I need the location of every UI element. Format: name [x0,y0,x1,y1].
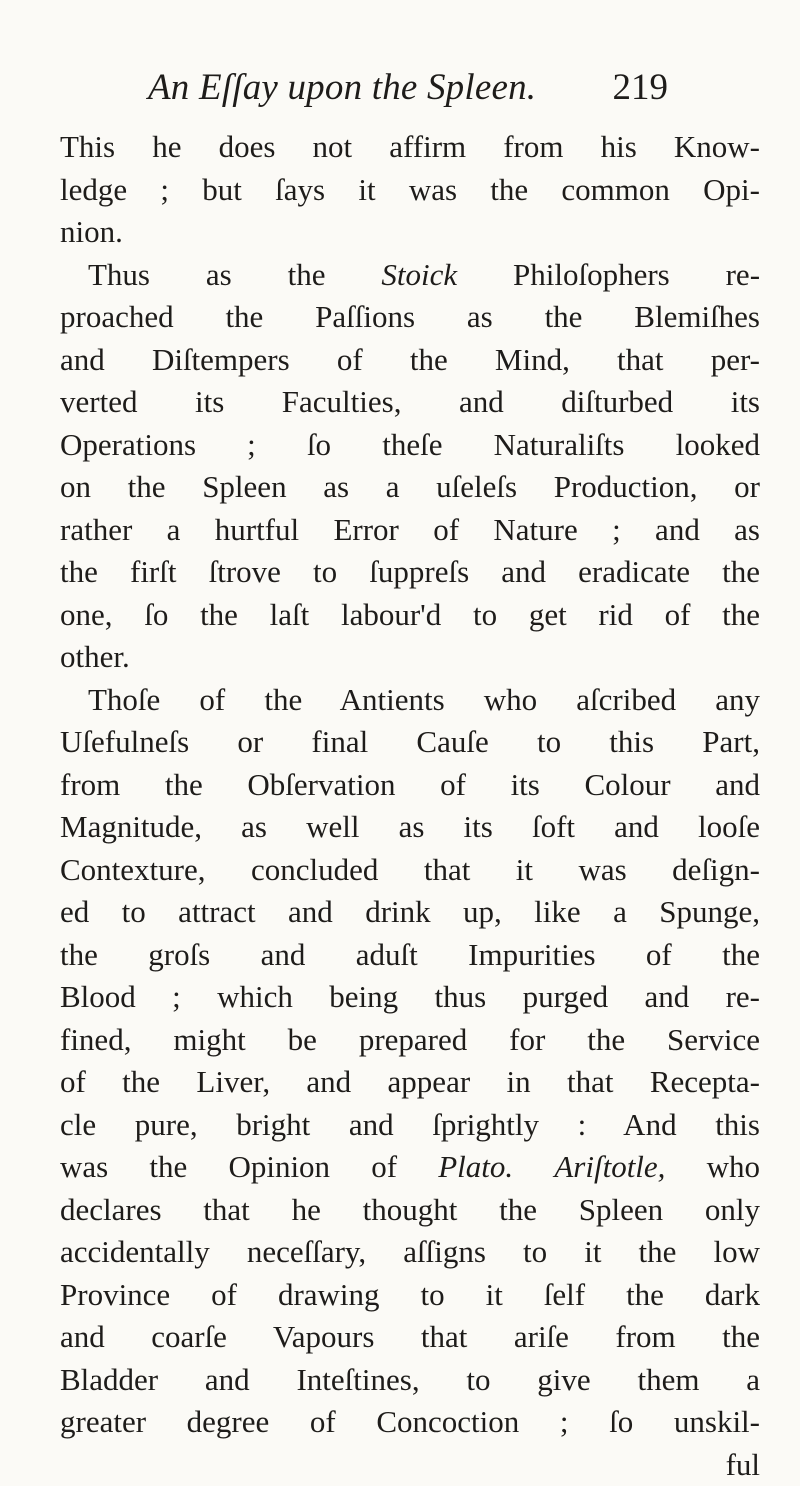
text-line: Blood ; which being thus purged and re- [60,976,760,1019]
running-title: An Eſſay upon the Spleen. [148,66,536,109]
text-line: cle pure, bright and ſprightly : And this [60,1104,760,1147]
text-line: Thoſe of the Antients who aſcribed any [60,679,760,722]
text-line: rather a hurtful Error of Nature ; and as [60,509,760,552]
text-line: Uſefulneſs or final Cauſe to this Part, [60,721,760,764]
italic-term: Plato. [438,1149,513,1184]
text-line: declares that he thought the Spleen only [60,1189,760,1232]
text-line: the groſs and aduſt Impurities of the [60,934,760,977]
text-line [60,254,760,297]
text-line: ledge ; but ſays it was the common Opi- [60,169,760,212]
text-line: Operations ; ſo theſe Naturaliſts looked [60,424,760,467]
text-line: Magnitude, as well as its ſoft and looſe [60,806,760,849]
text-run: who [707,1149,760,1184]
text-line: ed to attract and drink up, like a Spunge, [60,891,760,934]
text-line: proached the Paſſions as the Blemiſhes [60,296,760,339]
text-line: Province of drawing to it ſelf the dark [60,1274,760,1317]
text-line: Bladder and Inteſtines, to give them a [60,1359,760,1402]
text-line: and Diſtempers of the Mind, that per- [60,339,760,382]
text-line: accidentally neceſſary, aſſigns to it the low [60,1231,760,1274]
text-line: and coarſe Vapours that ariſe from the [60,1316,760,1359]
italic-term: Stoick [381,257,457,292]
text-line: from the Obſervation of its Colour and [60,764,760,807]
text-run: Philoſophers re- [513,257,760,292]
page-number: 219 [613,66,669,109]
body-text [60,126,760,1486]
text-line: the firſt ſtrove to ſuppreſs and eradicate the [60,551,760,594]
text-run: Thus as the [88,257,325,292]
text-line: on the Spleen as a uſeleſs Production, or [60,466,760,509]
text-line: fined, might be prepared for the Service [60,1019,760,1062]
running-header [148,66,668,116]
text-line: This he does not affirm from his Know- [60,126,760,169]
text-line: other. [60,636,760,679]
italic-term: Ariſtotle, [554,1149,665,1184]
text-line: greater degree of Concoction ; ſo unskil- [60,1401,760,1444]
text-line: one, ſo the laſt labour'd to get rid of the [60,594,760,637]
text-line: of the Liver, and appear in that Recepta- [60,1061,760,1104]
text-line: nion. [60,211,760,254]
text-run: was the Opinion of [60,1149,397,1184]
catchword: ful [60,1444,760,1486]
text-line: Contexture, concluded that it was deſign- [60,849,760,892]
text-line [60,1146,760,1189]
text-line: verted its Faculties, and diſturbed its [60,381,760,424]
